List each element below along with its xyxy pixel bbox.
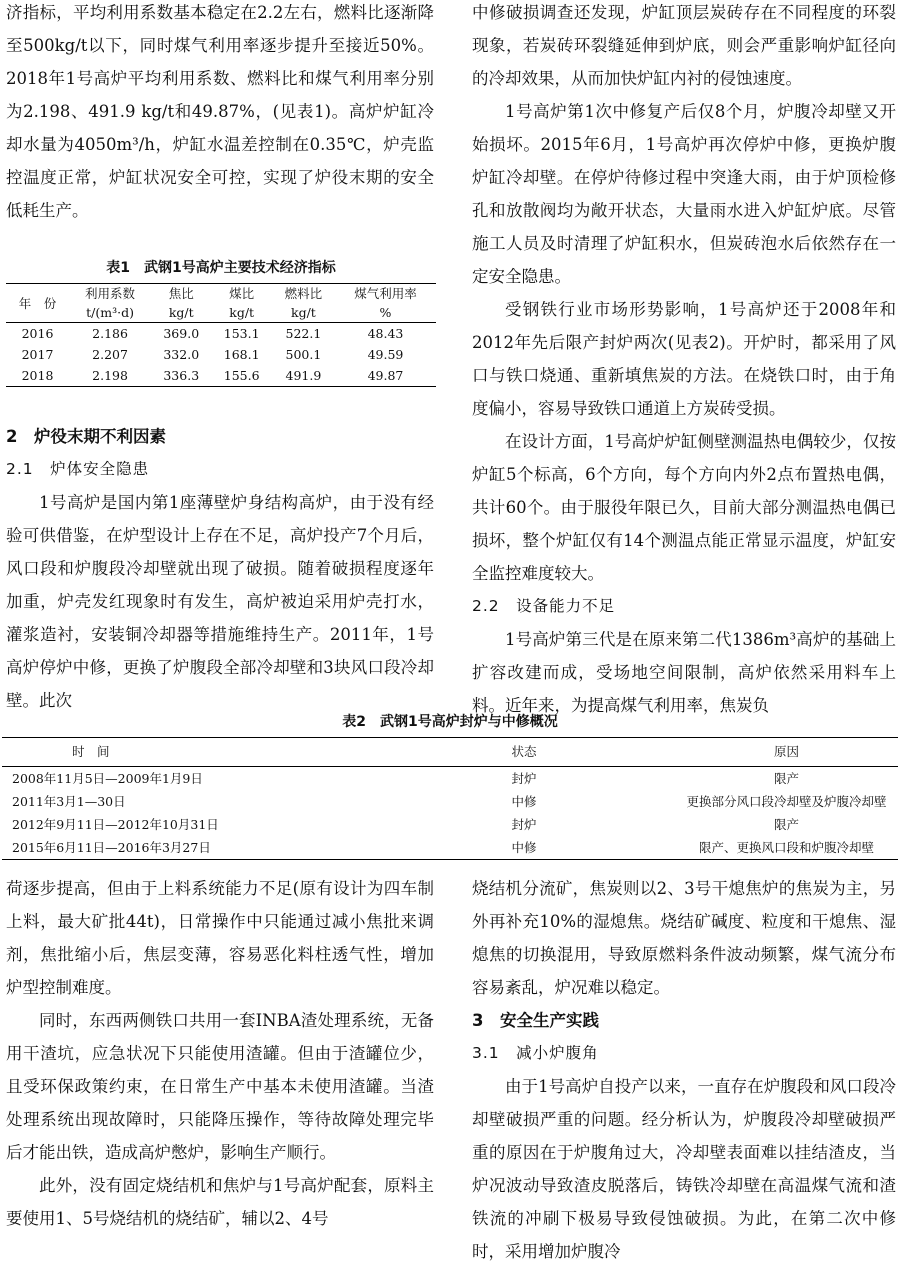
table1-header-fuel: 燃料比	[272, 284, 335, 304]
paragraph: 1号高炉是国内第1座薄壁炉身结构高炉，由于没有经验可供借鉴，在炉型设计上存在不足，高炉投产7个月后，风口段和炉腹段冷却壁就出现了破损。随着破损程度逐年加重，炉壳发红现象时有发生，高炉被迫采用炉壳打水，灌浆造衬，安装铜冷却器等措施维持生产。2011年，1号高炉停炉中修，更换了炉腹段全部冷却壁和3块风口段冷却壁。此次	[6, 493, 434, 710]
paragraph: 由于1号高炉自投产以来，一直存在炉腹段和风口段冷却壁破损严重的问题。经分析认为，炉腹段冷却壁破损严重的原因在于炉腹角过大，冷却壁表面难以挂结渣皮，当炉况波动导致渣皮脱落后，铸铁冷却壁在高温煤气流和渣铁流的冲刷下极易导致侵蚀破损。为此，在第二次中修时，采用增加炉腹冷	[472, 1077, 896, 1261]
table-cell: 155.6	[211, 365, 271, 387]
table-cell: 49.87	[335, 365, 436, 387]
paragraph: 荷逐步提高，但由于上料系统能力不足(原有设计为四车制上料，最大矿批44t)，日常操作中只能通过减小焦批来调剂，焦批缩小后，焦层变薄，容易恶化料柱透气性，增加炉型控制难度。	[6, 879, 434, 997]
table-cell: 2018	[6, 365, 69, 387]
table1-unit: kg/t	[151, 303, 211, 323]
table-cell: 336.3	[151, 365, 211, 387]
table1-header-utilization: 利用系数	[69, 284, 151, 304]
table-cell: 2.207	[92, 347, 128, 362]
section-heading: 2 炉役末期不利因素	[6, 427, 166, 446]
table-cell: 中修	[373, 836, 675, 860]
table-cell: 2.186	[92, 326, 128, 341]
table-cell: 369.0	[163, 326, 200, 341]
table1-header-gas: 煤气利用率	[335, 284, 436, 304]
table-cell: 2.198	[69, 365, 151, 387]
paragraph: 济指标，平均利用系数基本稳定在2.2左右，燃料比逐渐降至500kg/t以下，同时煤气利用率逐步提升至接近50%。2018年1号高炉平均利用系数、燃料比和煤气利用率分别为2.198、491.9 kg/t和49.87%，(见表1)。高炉炉缸冷却水量为4050m³/h，炉缸水温差控制在0.35℃，炉壳监控温度正常，炉缸状况安全可控，实现了炉役末期的安全低耗生产。	[6, 3, 434, 220]
table-cell: 2011年3月1—30日	[12, 794, 126, 809]
table1-unit: kg/t	[211, 303, 271, 323]
left-column-body	[6, 420, 434, 717]
table-cell: 153.1	[223, 326, 260, 341]
subsection-heading: 2.1 炉体安全隐患	[6, 460, 150, 478]
right-column-top	[472, 0, 896, 722]
table-cell: 500.1	[285, 347, 322, 362]
table-cell: 封炉	[511, 771, 537, 786]
table2-header-reason: 原因	[675, 738, 898, 767]
paragraph: 此外，没有固定烧结机和焦炉与1号高炉配套，原料主要使用1、5号烧结机的烧结矿，辅以2、4号	[6, 1176, 434, 1228]
table-cell: 限产、更换风口段和炉腹冷却壁	[675, 836, 898, 860]
table-cell: 封炉	[511, 817, 537, 832]
table-cell: 限产	[773, 771, 799, 786]
table2-header-time: 时 间	[2, 738, 373, 767]
table-row	[2, 790, 898, 813]
table1-unit: %	[335, 303, 436, 323]
table2	[2, 737, 898, 860]
table2-header-status: 状态	[373, 738, 675, 767]
table2-caption: 表2 武钢1号高炉封炉与中修概况	[342, 714, 558, 730]
table1-unit: kg/t	[272, 303, 335, 323]
paragraph: 在设计方面，1号高炉炉缸侧壁测温热电偶较少，仅按炉缸5个标高，6个方向，每个方向内外2点布置热电偶，共计60个。由于服役年限已久，目前大部分测温热电偶已损坏，整个炉缸仅有14个测温点能正常显示温度，炉缸安全监控难度较大。	[472, 432, 896, 583]
table1-header-coke: 焦比	[151, 284, 211, 304]
left-column-bottom	[6, 872, 434, 1235]
paragraph: 1号高炉第三代是在原来第二代1386m³高炉的基础上扩容改建而成，受场地空间限制，高炉依然采用料车上料。近年来，为提高煤气利用率，焦炭负	[472, 630, 896, 715]
table-cell: 2017	[21, 347, 54, 362]
paragraph: 同时，东西两侧铁口共用一套INBA渣处理系统，无备用干渣坑，应急状况下只能使用渣罐。但由于渣罐位少，且受环保政策约束，在日常生产中基本未使用渣罐。当渣处理系统出现故障时，只能降压操作，等待故障处理完毕后才能出铁，造成高炉憋炉，影响生产顺行。	[6, 1011, 434, 1162]
table1-unit: t/(m³·d)	[69, 303, 151, 323]
table-cell: 限产	[773, 817, 799, 832]
table1-caption: 表1 武钢1号高炉主要技术经济指标	[106, 260, 336, 276]
left-column-top	[6, 0, 434, 227]
table-row	[2, 813, 898, 836]
paragraph: 中修破损调查还发现，炉缸顶层炭砖存在不同程度的环裂现象，若炭砖环裂缝延伸到炉底，则会严重影响炉缸径向的冷却效果，从而加快炉缸内衬的侵蚀速度。	[472, 3, 896, 88]
table-cell: 2008年11月5日—2009年1月9日	[12, 771, 203, 786]
table-cell: 2016	[21, 326, 54, 341]
table-cell: 更换部分风口段冷却壁及炉腹冷却壁	[686, 794, 887, 809]
table-cell: 48.43	[367, 326, 404, 341]
table-cell: 491.9	[272, 365, 335, 387]
table-row	[2, 767, 898, 791]
table-cell: 2015年6月11日—2016年3月27日	[2, 836, 373, 860]
table-cell: 332.0	[163, 347, 200, 362]
table-cell: 中修	[511, 794, 537, 809]
table-cell: 168.1	[223, 347, 260, 362]
table-cell: 49.59	[367, 347, 404, 362]
table-cell: 2012年9月11日—2012年10月31日	[12, 817, 219, 832]
right-column-bottom	[472, 872, 896, 1268]
table-row	[6, 365, 436, 387]
table-cell: 522.1	[285, 326, 322, 341]
table-row	[2, 836, 898, 860]
table1	[6, 283, 436, 387]
section-heading: 3 安全生产实践	[472, 1011, 599, 1030]
subsection-heading: 3.1 减小炉腹角	[472, 1044, 599, 1062]
table-row	[6, 323, 436, 345]
paragraph: 1号高炉第1次中修复产后仅8个月，炉腹冷却壁又开始损坏。2015年6月，1号高炉再次停炉中修，更换炉腹炉缸冷却壁。在停炉待修过程中突逢大雨，由于炉顶检修孔和放散阀均为敞开状态，大量雨水进入炉缸炉底。尽管施工人员及时清理了炉缸积水，但炭砖泡水后依然存在一定安全隐患。	[472, 102, 896, 286]
paragraph: 烧结机分流矿，焦炭则以2、3号干熄焦炉的焦炭为主，另外再补充10%的湿熄焦。烧结矿碱度、粒度和干熄焦、湿熄焦的切换混用，导致原燃料条件波动频繁，煤气流分布容易紊乱，炉况难以稳定。	[472, 879, 896, 997]
subsection-heading: 2.2 设备能力不足	[472, 597, 616, 615]
table1-header-coal: 煤比	[211, 284, 271, 304]
table-row	[6, 344, 436, 365]
paragraph: 受钢铁行业市场形势影响，1号高炉还于2008年和2012年先后限产封炉两次(见表2)。开炉时，都采用了风口与铁口烧通、重新填焦炭的方法。在烧铁口时，由于角度偏小，容易导致铁口通道上方炭砖受损。	[472, 300, 896, 418]
table1-header-year: 年 份	[6, 284, 69, 323]
